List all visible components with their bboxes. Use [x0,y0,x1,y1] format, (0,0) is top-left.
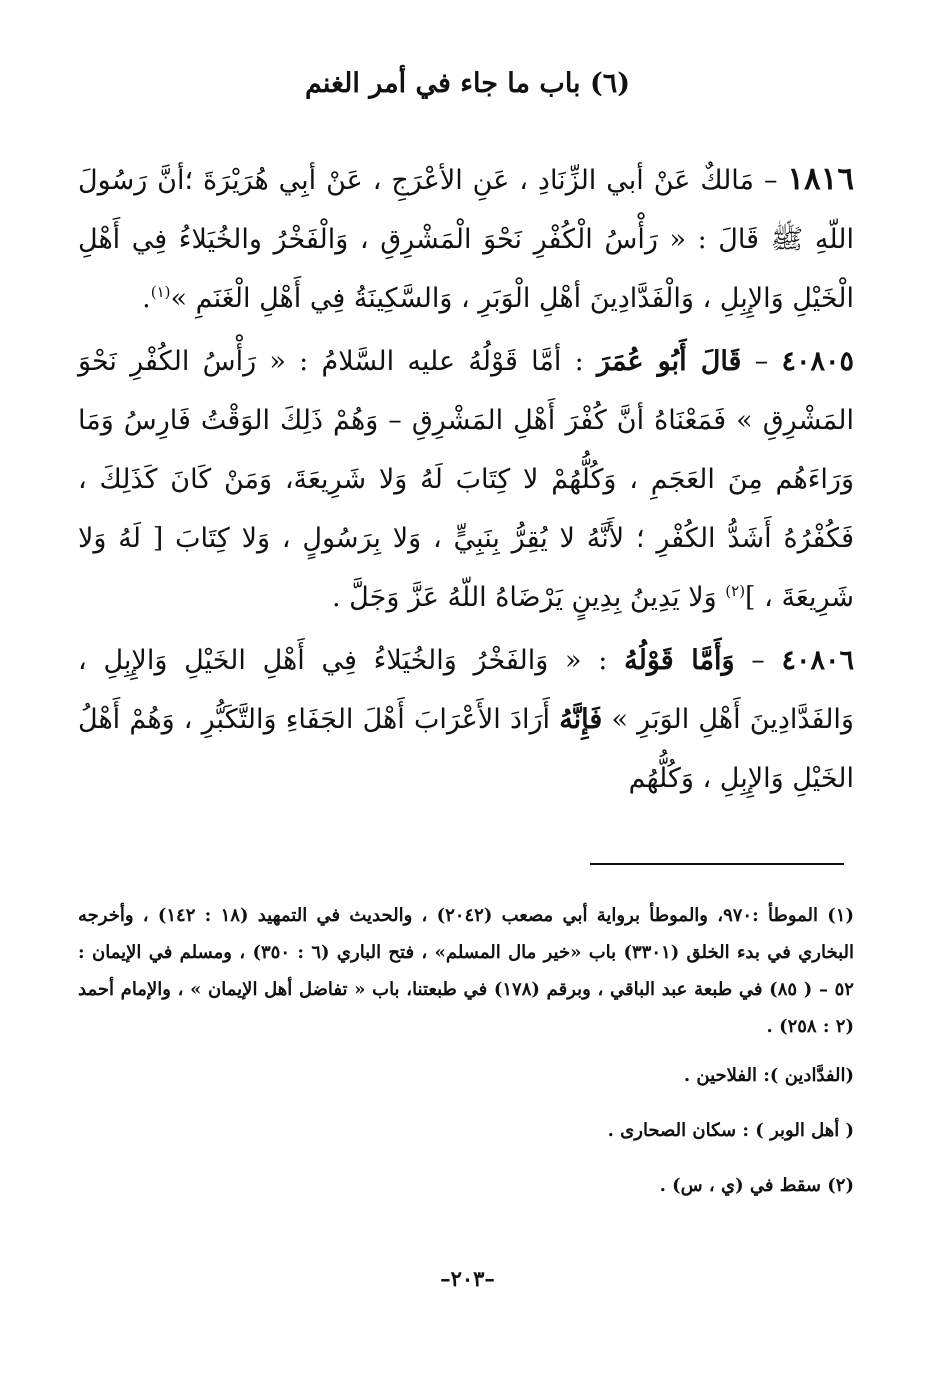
gloss-ahl-al-wabar: ( أهل الوبر ) : سكان الصحارى . [607,1120,854,1141]
speaker-abu-umar: قَالَ أَبُو عُمَرَ [596,346,742,377]
footnotes [78,897,854,1204]
chapter-title: (٦) باب ما جاء في أمر الغنم [304,68,631,99]
speaker-for-he: فَإِنَّهُ [559,704,603,735]
para-dash-4806: – [734,645,782,676]
footnote-separator [590,863,844,865]
para-text-4805-b: وَلا يَدِينُ بِدِينٍ يَرْضَاهُ اللّهُ عَزَّ وَجَلَّ . [332,582,717,613]
footnote-1: (١) الموطأ :٩٧٠، والموطأ برواية أبي مصعب (٢٠٤٢) ، والحديث في التمهيد (١٨ : ١٤٢) ، وأخرجه البخاري في بدء الخلق (٣٣٠١) باب «خير مال المسلم» ، فتح الباري (٦ : ٣٥٠) ، ومسلم في الإيمان : ٥٢ – ( ٨٥) في طبعة عبد الباقي ، وبرقم (١٧٨) في طبعتنا، باب « تفاضل أهل الإيمان » ، والإمام أحمد (٢ : ٢٥٨) . [78,905,854,1037]
footnote-ref-2[interactable]: (٢) [725,582,746,600]
footnote-ref-1[interactable]: (١) [150,283,171,301]
hadith-text: مَالكٌ عَنْ أبي الزِّنَادِ ، عَنِ الأعْرَجِ ، عَنْ أبِي هُرَيْرَةَ ؛أنَّ رَسُولَ اللّهِ ﷺ قَالَ : « رَأْسُ الْكُفْرِ نَحْوَ الْمَشْرِقِ ، وَالْفَخْرُ والخُيَلاءُ فِي أَهْلِ الْخَيْلِ وَالإِبِلِ ، وَالْفَدَّادِينَ أهْلِ الْوَبَرِ ، وَالسَّكِينَةُ فِي أَهْلِ الْغَنَمِ » [78,165,854,314]
para-text-4806-b: أَرَادَ الأَعْرَابَ أَهْلَ الجَفَاءِ وَالتَّكَبُّرِ ، وَهُمْ أَهْلُ الخَيْلِ وَالإِبِلِ ، وَكُلُّهُم [78,704,854,794]
para-number-4806: ٤٠٨٠٦ [781,645,854,676]
page-number: –٢٠٣– [440,1266,495,1291]
hadith-paragraph [78,150,854,328]
hadith-end: . [142,283,151,314]
footnote-2: (٢) سقط في (ي ، س) . [659,1175,854,1196]
hadith-dash: – [754,165,788,196]
gloss-faddadin: (الفدَّادين ): الفلاحين . [683,1065,854,1086]
hadith-number: ١٨١٦ [787,161,854,197]
para-dash-4805: – [741,346,782,377]
main-text [78,150,854,808]
speaker-and-as-for: وَأَمَّا قَوْلُهُ [624,645,735,676]
para-text-4806-a: : « وَالفَخْرُ وَالخُيَلاءُ فِي أَهْلِ الخَيْلِ وَالإِبِلِ ، وَالفَدَّادِينَ أَهْلِ الوَبَرِ » [78,645,854,735]
commentary-paragraph-4805 [78,332,854,627]
para-text-4805-a: : أمَّا قَوْلُهُ عليه السَّلامُ : « رَأْسُ الكُفْرِ نَحْوَ المَشْرِقِ » فَمَعْنَاهُ أنَّ كُفْرَ أَهْلِ المَشْرِقِ – وَهُمْ ذَلِكَ الوَقْتُ فَارِسُ وَمَا وَرَاءَهُم مِنَ العَجَمِ ، وَكُلُّهُمْ لا كِتَابَ لَهُ وَلا شَرِيعَةَ، وَمَنْ كَانَ كَذَلِكَ ، فَكُفْرُهُ أَشَدُّ الكُفْرِ ؛ لأَنَّهُ لا يُقِرُّ بِنَبِيٍّ ، وَلا بِرَسُولٍ ، وَلا كِتَابَ [ لَهُ وَلا شَرِيعَةَ ، ] [78,346,854,613]
para-number-4805: ٤٠٨٠٥ [781,346,855,377]
commentary-paragraph-4806 [78,631,854,808]
